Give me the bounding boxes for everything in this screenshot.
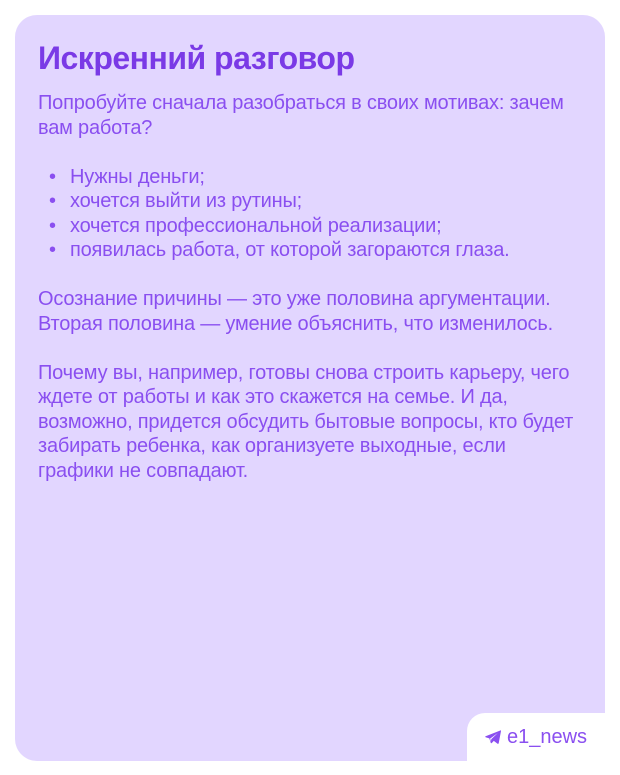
list-item-text: Нужны деньги; <box>70 165 205 188</box>
reason-paragraph: Осознание причины — это уже половина аргументации. Вторая половина — умение объяснить, что изменилось. <box>38 288 553 335</box>
bullet-marker: • <box>49 239 56 261</box>
bullet-marker: • <box>49 190 56 212</box>
source-label: e1_news <box>506 725 588 748</box>
list-item <box>38 238 583 263</box>
motives-list <box>38 165 583 263</box>
list-item-text: хочется профессиональной реализации; <box>70 214 442 237</box>
list-item <box>38 214 583 239</box>
bullet-marker: • <box>49 165 56 188</box>
telegram-icon <box>485 730 501 744</box>
content-card <box>15 15 605 761</box>
bullet-marker: • <box>49 214 56 237</box>
list-item-text: появилась работа, от которой загораются глаза. <box>70 239 510 261</box>
intro-paragraph: Попробуйте сначала разобраться в своих мотивах: зачем вам работа? <box>38 92 564 139</box>
source-badge[interactable] <box>467 713 605 761</box>
list-item <box>38 189 583 214</box>
list-item-text: хочется выйти из рутины; <box>70 190 303 212</box>
page-title: Искренний разговор <box>38 40 355 76</box>
details-paragraph: Почему вы, например, готовы снова строить карьеру, чего ждете от работы и как это скажется на семье. И да, возможно, придется обсудить бытовые вопросы, кто будет забирать ребенка, как организуете выходные, если графики не совпадают. <box>38 361 574 482</box>
list-item <box>38 165 583 190</box>
